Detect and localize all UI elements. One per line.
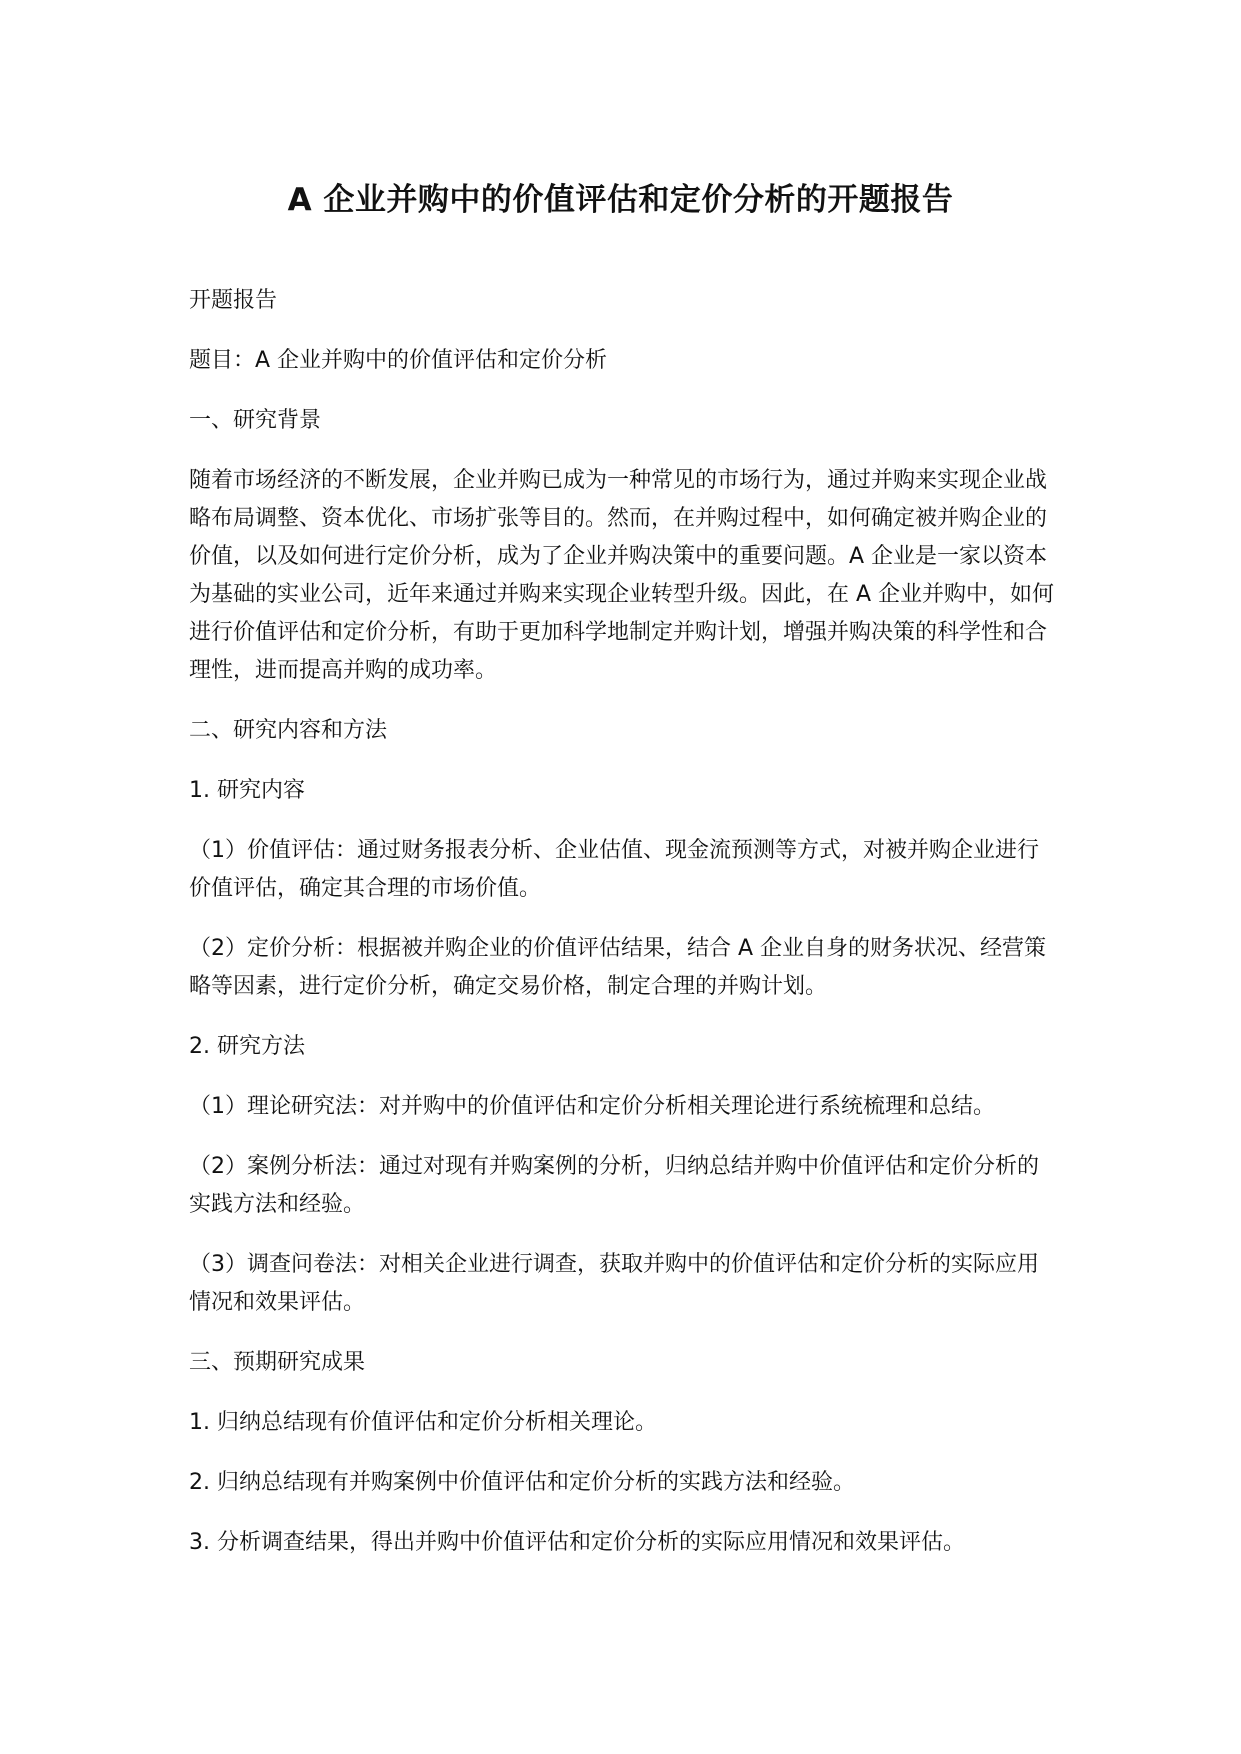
result-item-3: 3. 分析调查结果，得出并购中价值评估和定价分析的实际应用情况和效果评估。 bbox=[189, 1530, 965, 1555]
result-item-2: 2. 归纳总结现有并购案例中价值评估和定价分析的实践方法和经验。 bbox=[189, 1470, 855, 1495]
document-title: A 企业并购中的价值评估和定价分析的开题报告 bbox=[287, 182, 954, 218]
section-heading-content-methods: 二、研究内容和方法 bbox=[189, 718, 388, 743]
result-item-1: 1. 归纳总结现有价值评估和定价分析相关理论。 bbox=[189, 1410, 657, 1435]
subheading-research-content: 1. 研究内容 bbox=[189, 778, 305, 803]
content-item-valuation: （1）价值评估：通过财务报表分析、企业估值、现金流预测等方式，对被并购企业进行价值评估，确定其合理的市场价值。 bbox=[189, 838, 1039, 901]
document-body bbox=[189, 282, 1059, 1584]
method-item-survey: （3）调查问卷法：对相关企业进行调查，获取并购中的价值评估和定价分析的实际应用情况和效果评估。 bbox=[189, 1252, 1039, 1315]
subheading-research-methods: 2. 研究方法 bbox=[189, 1034, 305, 1059]
method-item-theory: （1）理论研究法：对并购中的价值评估和定价分析相关理论进行系统梳理和总结。 bbox=[189, 1094, 995, 1119]
section-heading-background: 一、研究背景 bbox=[189, 408, 322, 433]
content-item-pricing: （2）定价分析：根据被并购企业的价值评估结果，结合 A 企业自身的财务状况、经营策略等因素，进行定价分析，确定交易价格，制定合理的并购计划。 bbox=[189, 936, 1047, 999]
report-label: 开题报告 bbox=[189, 288, 278, 313]
background-paragraph: 随着市场经济的不断发展，企业并购已成为一种常见的市场行为，通过并购来实现企业战略布局调整、资本优化、市场扩张等目的。然而，在并购过程中，如何确定被并购企业的价值，以及如何进行定价分析，成为了企业并购决策中的重要问题。A 企业是一家以资本为基础的实业公司，近年来通过并购来实现企业转型升级。因此，在 A 企业并购中，如何进行价值评估和定价分析，有助于更加科学地制定并购计划，增强并购决策的科学性和合理性，进而提高并购的成功率。 bbox=[189, 468, 1055, 683]
section-heading-expected-results: 三、预期研究成果 bbox=[189, 1350, 366, 1375]
method-item-case-study: （2）案例分析法：通过对现有并购案例的分析，归纳总结并购中价值评估和定价分析的实践方法和经验。 bbox=[189, 1154, 1039, 1217]
report-topic: 题目：A 企业并购中的价值评估和定价分析 bbox=[189, 348, 608, 373]
